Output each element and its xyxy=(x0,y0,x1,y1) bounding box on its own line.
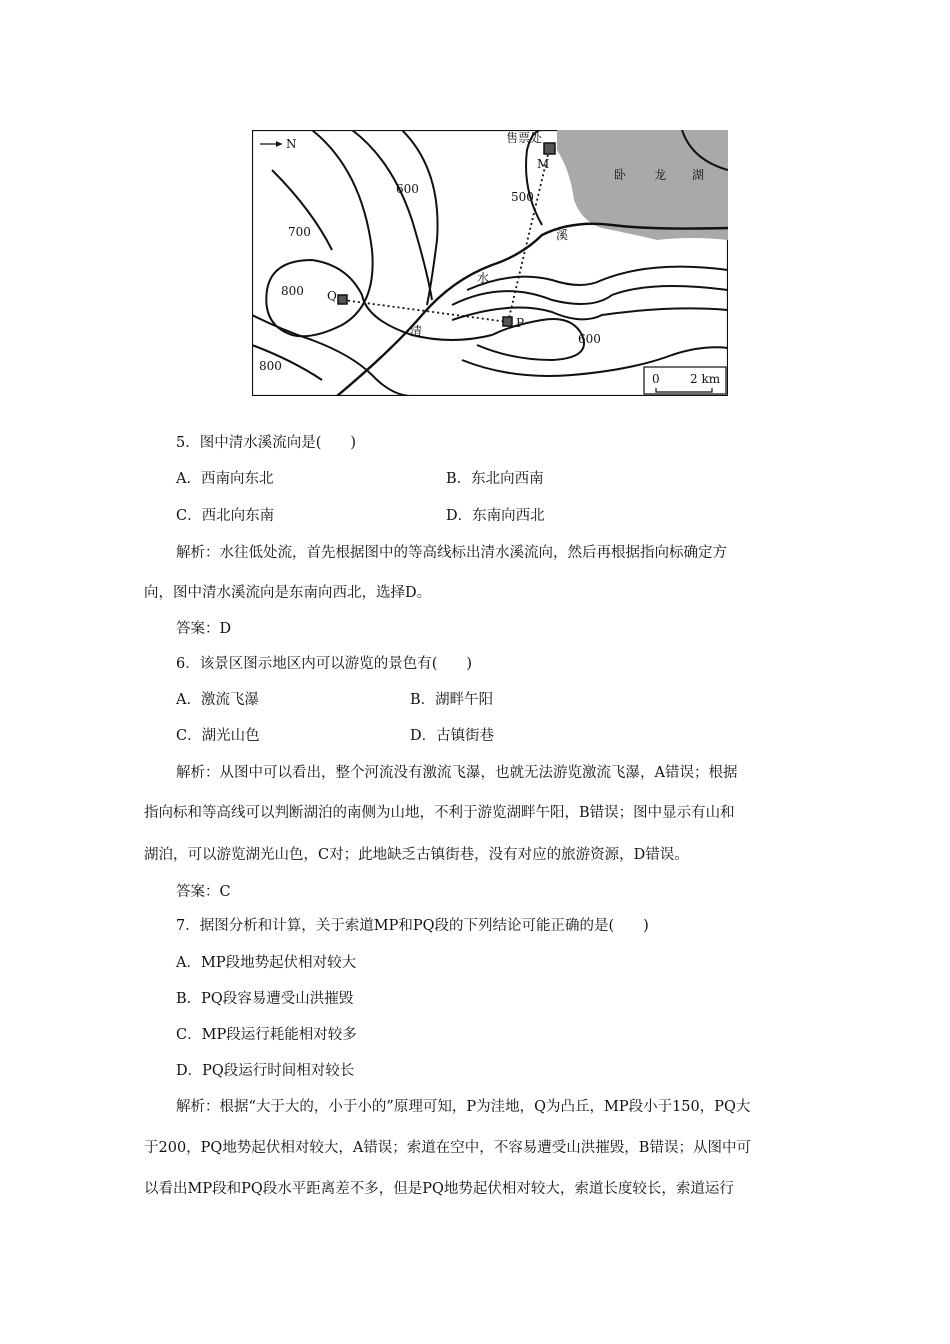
q6-analysis-line-2: 指向标和等高线可以判断湖泊的南侧为山地，不利于游览湖畔午阳，B错误；图中显示有山和 xyxy=(144,805,735,821)
north-label: N xyxy=(286,137,297,151)
q7-option-c: C．MP段运行耗能相对较多 xyxy=(176,1027,357,1043)
contour-label-600b: 600 xyxy=(578,332,601,346)
q7-option-a: A．MP段地势起伏相对较大 xyxy=(176,955,357,971)
contour-label-800: 800 xyxy=(281,284,304,298)
q5-option-a: A．西南向东北 xyxy=(176,471,274,487)
q6-analysis-line-1: 解析：从图中可以看出，整个河流没有激流飞瀑，也就无法游览激流飞瀑，A错误；根据 xyxy=(176,765,738,781)
lake-char-3: 湖 xyxy=(692,168,705,182)
q7-stem: 7．据图分析和计算，关于索道MP和PQ段的下列结论可能正确的是( ) xyxy=(176,918,649,934)
q6-option-a: A．激流飞瀑 xyxy=(176,692,259,708)
q5-answer: 答案：D xyxy=(176,621,232,637)
point-p-label: P xyxy=(516,316,525,330)
q5-analysis-line-1: 解析：水往低处流，首先根据图中的等高线标出清水溪流向，然后再根据指向标确定方 xyxy=(176,545,727,561)
q7-analysis-line-1: 解析：根据“大于大的，小于小的”原理可知，P为洼地，Q为凸丘，MP段小于150，PQ大 xyxy=(176,1099,751,1115)
q7-option-b: B．PQ段容易遭受山洪摧毁 xyxy=(176,991,354,1007)
ticket-office-label: 售票处 xyxy=(506,131,543,145)
river-char-1: 溪 xyxy=(556,228,569,242)
contour-label-500: 500 xyxy=(511,190,534,204)
q6-stem: 6．该景区图示地区内可以游览的景色有( ) xyxy=(176,656,473,672)
q5-stem: 5．图中清水溪流向是( ) xyxy=(176,435,357,451)
q5-option-b: B．东北向西南 xyxy=(446,471,544,487)
q6-answer: 答案：C xyxy=(176,884,231,900)
q5-option-c: C．西北向东南 xyxy=(176,508,275,524)
lake-char-1: 卧 xyxy=(614,168,627,182)
topographic-map xyxy=(252,130,728,396)
lake-char-2: 龙 xyxy=(654,168,667,182)
q7-analysis-line-3: 以看出MP段和PQ段水平距离差不多，但是PQ地势起伏相对较大，索道长度较长，索道运行 xyxy=(144,1181,734,1197)
q6-option-d: D．古镇街巷 xyxy=(410,728,495,744)
q7-analysis-line-2: 于200，PQ地势起伏相对较大，A错误；索道在空中，不容易遭受山洪摧毁，B错误；从图中可 xyxy=(144,1140,751,1156)
point-q-label: Q xyxy=(327,289,337,303)
scale-zero: 0 xyxy=(652,372,660,386)
contour-label-600: 600 xyxy=(396,182,419,196)
station-m xyxy=(544,143,555,154)
river-char-2: 水 xyxy=(477,271,490,285)
point-m-label: M xyxy=(537,157,550,171)
station-q xyxy=(338,295,347,304)
q5-option-d: D．东南向西北 xyxy=(446,508,545,524)
station-p xyxy=(503,317,512,326)
q5-analysis-line-2: 向，图中清水溪流向是东南向西北，选择D。 xyxy=(144,585,432,601)
contour-label-800b: 800 xyxy=(259,359,282,373)
river-char-3: 清 xyxy=(410,324,423,338)
q6-analysis-line-3: 湖泊，可以游览湖光山色，C对；此地缺乏古镇街巷，没有对应的旅游资源，D错误。 xyxy=(144,847,689,863)
contour-label-700: 700 xyxy=(288,225,311,239)
q6-option-c: C．湖光山色 xyxy=(176,728,260,744)
scale-length: 2 km xyxy=(690,372,721,386)
q6-option-b: B．湖畔午阳 xyxy=(410,692,494,708)
q7-option-d: D．PQ段运行时间相对较长 xyxy=(176,1063,355,1079)
